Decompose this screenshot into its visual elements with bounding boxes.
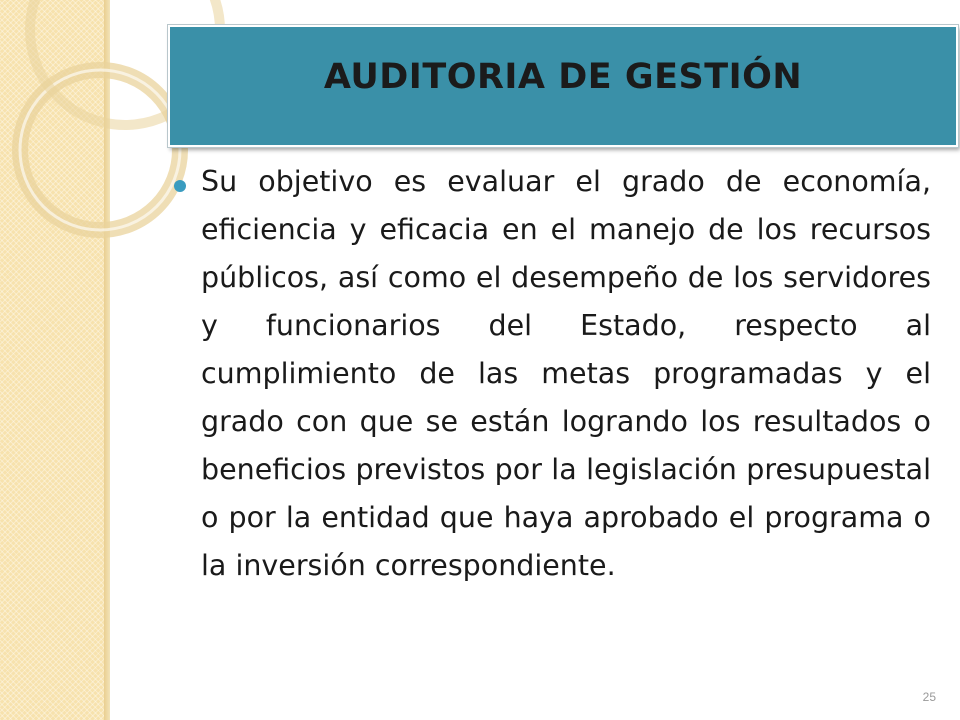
title-banner: [168, 25, 958, 147]
page-number: 25: [922, 690, 936, 704]
bullet-list: [174, 158, 931, 590]
bullet-text: Su objetivo es evaluar el grado de economía, eficiencia y eficacia en el manejo de los recursos públicos, así como el desempeño de los servidores y funcionarios del Estado, respecto al cumplimiento de las metas programadas y el grado con que se están logrando los resultados o beneficios previstos por la legislación presupuestal o por la entidad que haya aprobado el programa o la inversión correspondiente.: [201, 165, 931, 582]
bullet-icon: [174, 180, 186, 192]
slide-title: AUDITORIA DE GESTIÓN: [323, 57, 803, 97]
